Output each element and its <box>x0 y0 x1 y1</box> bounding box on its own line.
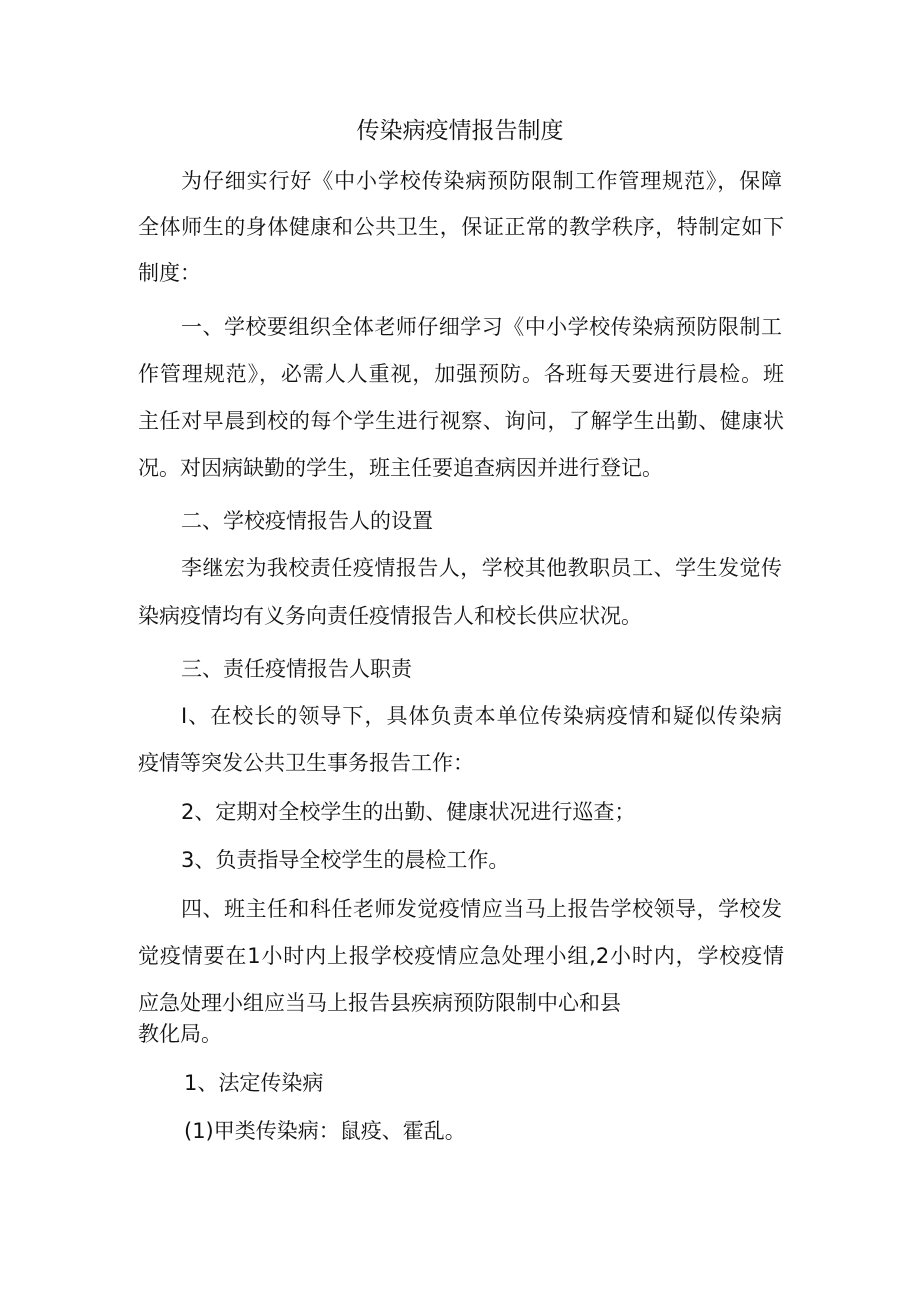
paragraph-line: 应急处理小组应当马上报告县疾病预防限制中心和县 <box>138 991 621 1015</box>
paragraph-line: 一、学校要组织全体老师仔细学习《中小学校传染病预防限制工 <box>181 315 782 339</box>
paragraph-line: 为仔细实行好《中小学校传染病预防限制工作管理规范》，保障 <box>181 169 782 193</box>
paragraph-line: 李继宏为我校责任疫情报告人，学校其他教职员工、学生发觉传 <box>181 556 782 580</box>
paragraph-line: 制度： <box>138 261 201 285</box>
document-title: 传染病疫情报告制度 <box>356 118 564 144</box>
paragraph-line: 染病疫情均有义务向责任疫情报告人和校长供应状况。 <box>138 604 642 628</box>
paragraph-line: 况。对因病缺勤的学生，班主任要追查病因并进行登记。 <box>138 456 663 480</box>
paragraph-line: 四、班主任和科任老师发觉疫情应当马上报告学校领导，学校发 <box>181 897 782 921</box>
section-heading: 1、法定传染病 <box>184 1071 324 1095</box>
section-heading: 三、责任疫情报告人职责 <box>181 657 412 681</box>
paragraph-line: 疫情等突发公共卫生事务报告工作： <box>138 751 474 775</box>
paragraph-line: 教化局。 <box>138 1022 222 1046</box>
section-heading: 二、学校疫情报告人的设置 <box>181 509 433 533</box>
paragraph-line: 主任对早晨到校的每个学生进行视察、询问，了解学生出勤、健康状 <box>138 409 784 433</box>
paragraph-line: 2、定期对全校学生的出勤、健康状况进行巡查； <box>181 800 636 824</box>
paragraph-line: (1)甲类传染病：鼠疫、霍乱。 <box>184 1119 466 1143</box>
paragraph-line: 觉疫情要在1小时内上报学校疫情应急处理小组,2小时内，学校疫情 <box>138 944 784 968</box>
paragraph-line: I、在校长的领导下，具体负责本单位传染病疫情和疑似传染病 <box>181 704 782 728</box>
paragraph-line: 3、负责指导全校学生的晨检工作。 <box>181 848 510 872</box>
paragraph-line: 全体师生的身体健康和公共卫生，保证正常的教学秩序，特制定如下 <box>138 215 784 239</box>
paragraph-line: 作管理规范》，必需人人重视，加强预防。各班每天要进行晨检。班 <box>138 362 784 386</box>
